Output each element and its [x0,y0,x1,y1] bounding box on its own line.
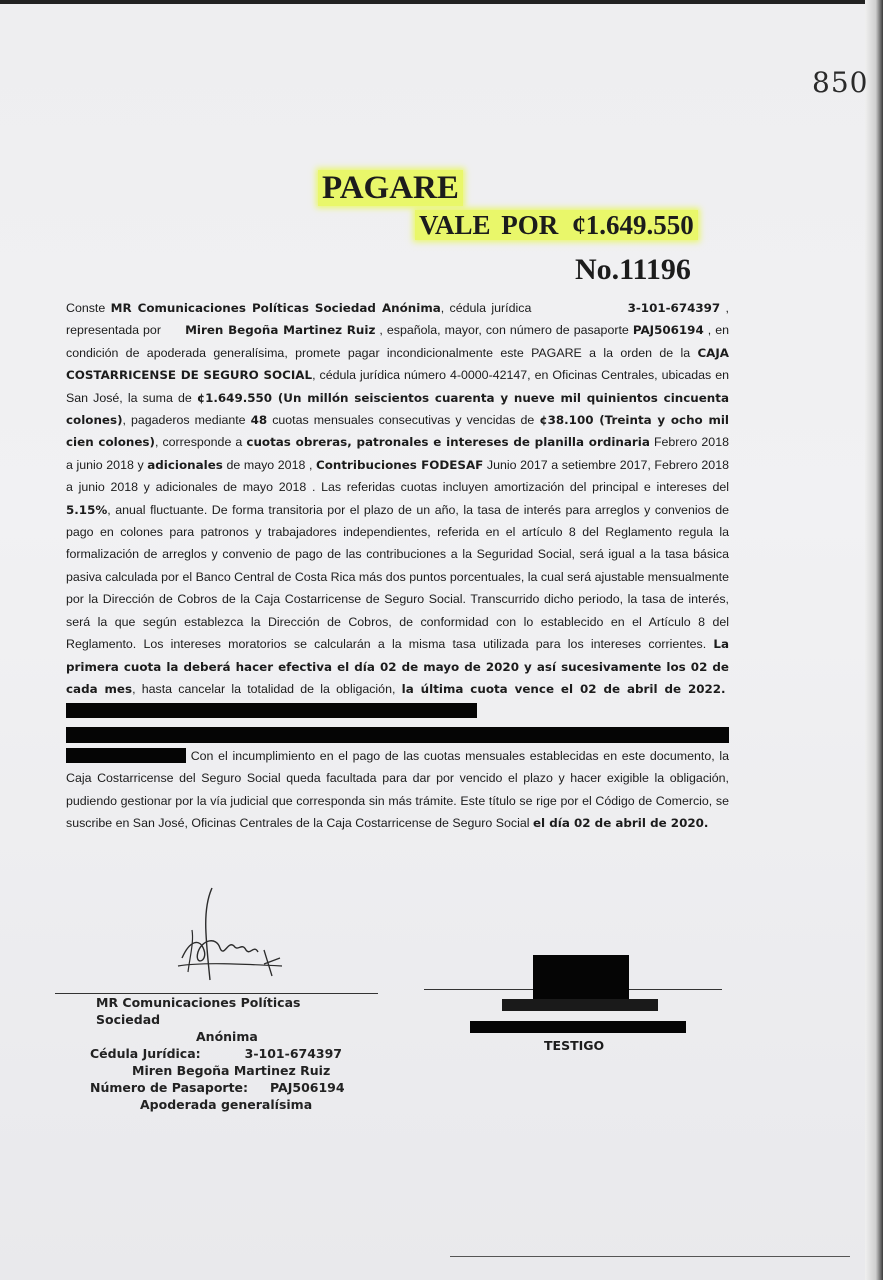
first-payment-clause: La primera cuota la deberá hacer efectiva el día 02 de mayo de 2020 y así sucesivamente los 02 de cada mes [66,637,729,696]
adicionales-term: adicionales [147,457,223,472]
signatory-block [90,994,366,1113]
document-number: No.11196 [575,253,691,286]
vale-label: VALE POR [419,210,559,240]
cedula-value: 3-101-674397 [244,1046,343,1061]
witness-signature-redaction [533,955,629,1003]
redaction-bar [66,703,477,718]
body-text-run: , representada por [66,301,729,338]
scan-top-edge [0,0,883,4]
signatory-name: Miren Begoña Martinez Ruiz [132,1063,331,1078]
body-text-run: Junio 2017 a setiembre 2017, Febrero 2018 a junio 2018 y adicionales de mayo 2018 . Las referidas cuotas incluyen amortización del principal e intereses del [66,457,729,495]
page-number: 850 [812,66,869,99]
body-text-run: Con el incumplimiento en el pago de las cuotas mensuales establecidas en este documento, la Caja Costarricense del Seguro Social queda facultada para dar por vencido el plazo y hacer exigible la obligación, pudiendo gestionar por la vía judicial que corresponda sin más trámite. Este título se rige por el Código de Comercio, se suscribe en San José, Oficinas Centrales de la Caja Costarricense de Seguro Social [66,748,729,830]
redaction-bar [66,748,186,763]
installment-count: 48 [250,413,268,428]
last-payment-clause: la última cuota vence el 02 de abril de 2022. [401,681,726,696]
signatory-company-line2: Anónima [196,1029,258,1044]
redaction-bar-full [66,727,729,743]
body-text-run: Conste [66,301,111,315]
witness-label: TESTIGO [544,1038,605,1053]
vale-highlight [415,210,698,240]
witness-id-redaction [470,1021,686,1033]
scan-right-edge [865,0,883,1280]
signing-date: el día 02 de abril de 2020. [532,815,709,830]
witness-name-redaction [502,999,658,1011]
interest-rate: 5.15% [66,502,108,517]
body-text-run: , corresponde a [154,435,247,450]
signatory-company-line1: MR Comunicaciones Políticas Sociedad [96,995,301,1027]
body-text-run: , en condición de apoderada generalísima, promete pagar incondicionalmente este PAGARE a la orden de la [66,323,729,360]
passport-number: PAJ506194 [632,323,704,338]
vale-por-line [415,210,698,241]
body-text-run: , cédula jurídica [440,301,532,315]
company-name: MR Comunicaciones Políticas Sociedad Anónima [110,301,441,315]
body-text-run: , cédula jurídica número 4-0000-42147, en Oficinas Centrales, ubicadas en San José, la suma de [66,368,729,405]
body-text-run: de mayo 2018 , [222,457,317,472]
body-text-run: cuotas mensuales consecutivas y vencidas de [267,413,540,428]
passport-label: Número de Pasaporte: [90,1080,249,1095]
installment-amount: ¢38.100 (Treinta y ocho mil cien colones) [66,413,729,450]
body-text-run: , española, mayor, con número de pasaporte [375,323,633,338]
fodesaf-term: Contribuciones FODESAF [316,457,484,472]
body-text-run: , pagaderos mediante [122,413,251,428]
cedula-juridica: 3-101-674397 [627,301,721,315]
creditor-name: CAJA COSTARRICENSE DE SEGURO SOCIAL [66,345,729,383]
bottom-scan-line [450,1256,850,1257]
document-title [318,170,463,207]
passport-value: PAJ506194 [270,1080,345,1095]
signatory-role: Apoderada generalísima [140,1097,313,1112]
debt-concepts: cuotas obreras, patronales e intereses de planilla ordinaria [246,435,650,450]
cedula-label: Cédula Jurídica: [90,1046,201,1061]
handwritten-signature [172,880,292,985]
amount-in-words: ¢1.649.550 (Un millón seiscientos cuarenta y nueve mil quinientos cincuenta colones) [66,390,729,428]
body-text [66,297,729,834]
representative-name: Miren Begoña Martinez Ruiz [185,323,376,338]
vale-amount: ¢1.649.550 [572,210,694,240]
body-text-run: Febrero 2018 a junio 2018 y [66,435,729,472]
body-text-run: , anual fluctuante. De forma transitoria por el plazo de un año, la tasa de interés para arreglos y convenios de pago en colones para patronos y trabajadores independientes, referida en el artículo 8 del Reglamento regula la formalización de arreglos y convenio de pago de las contribuciones a la Seguridad Social, será igual a la tasa básica pasiva calculada por el Banco Central de Costa Rica más dos puntos porcentuales, la cual será ajustable mensualmente por la Dirección de Cobros de la Caja Costarricense de Seguro Social. Transcurrido dicho periodo, la tasa de interés, será la que según establezca la Dirección de Cobros, de conformidad con lo establecido en el Artículo 8 del Reglamento. Los intereses moratorios se calcularán a la misma tasa utilizada para los intereses corrientes. [66,502,729,652]
body-text-run: , hasta cancelar la totalidad de la obligación, [132,681,402,696]
title-highlight: PAGARE [318,170,463,206]
